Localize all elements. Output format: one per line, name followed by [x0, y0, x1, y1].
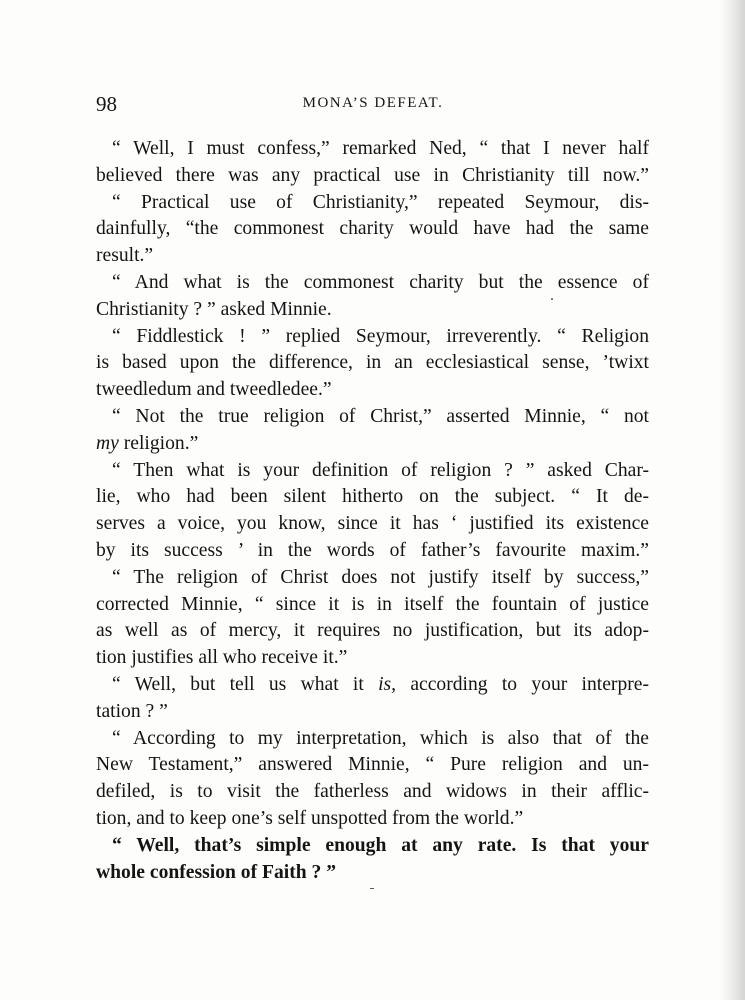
- text-line: tion justifies all who receive it.”: [96, 647, 348, 669]
- text-line: tation ? ”: [96, 700, 168, 722]
- text-line: [96, 431, 649, 458]
- text-line: “ The religion of Christ does not justify itself by success,”: [112, 566, 649, 588]
- text-line: Christianity ? ” asked Minnie.: [96, 298, 332, 320]
- text-line: “ Practical use of Christianity,” repeated Seymour, dis-: [112, 191, 649, 213]
- text-line: “ Then what is your definition of religion ? ” asked Char-: [112, 459, 649, 481]
- text-line: lie, who had been silent hitherto on the subject. “ It de-: [96, 486, 649, 508]
- text-line: “ Well, I must confess,” remarked Ned, “ that I never half: [112, 138, 649, 159]
- italic-word: is,: [378, 673, 397, 695]
- ink-speck: [370, 888, 374, 889]
- text-line: defiled, is to visit the fatherless and widows in their afflic-: [96, 781, 649, 803]
- text-line: dainfully, “the commonest charity would have had the same: [96, 218, 649, 240]
- text-line: New Testament,” answered Minnie, “ Pure religion and un-: [96, 754, 649, 776]
- text-line: “ According to my interpretation, which is also that of the: [112, 727, 649, 749]
- text-line: corrected Minnie, “ since it is in itself the fountain of justice: [96, 593, 649, 615]
- text-line: “ And what is the commonest charity but the essence of: [112, 271, 649, 293]
- text-line: “ Not the true religion of Christ,” asserted Minnie, “ not: [112, 405, 649, 427]
- text-line: “ Well, that’s simple enough at any rate. Is that your: [112, 834, 649, 856]
- text-run: religion.”: [118, 432, 199, 454]
- body-text: [96, 136, 649, 886]
- page-edge-shadow: [719, 0, 745, 1000]
- text-line: by its success ’ in the words of father’s favourite maxim.”: [96, 539, 649, 561]
- text-line: serves a voice, you know, since it has ‘ justified its existence: [96, 513, 649, 535]
- running-title: MONA’S DEFEAT.: [302, 95, 444, 111]
- text-line: whole confession of Faith ? ”: [96, 861, 337, 883]
- text-line: believed there was any practical use in Christianity till now.”: [96, 164, 649, 186]
- text-line: [96, 672, 649, 699]
- italic-word: my: [96, 432, 119, 454]
- text-line: result.”: [96, 245, 154, 267]
- text-line: is based upon the difference, in an ecclesiastical sense, ’twixt: [96, 352, 649, 374]
- text-run: “ Well, but tell us what it: [112, 673, 379, 695]
- ink-speck: [551, 298, 553, 300]
- text-run: according to your interpre-: [396, 673, 649, 695]
- text-line: tweedledum and tweedledee.”: [96, 379, 332, 401]
- page-header: [96, 92, 650, 118]
- text-line: as well as of mercy, it requires no justification, but its adop-: [96, 620, 649, 642]
- text-line: “ Fiddlestick ! ” replied Seymour, irreverently. “ Religion: [112, 325, 649, 347]
- page-number: 98: [96, 92, 117, 116]
- text-line: tion, and to keep one’s self unspotted from the world.”: [96, 807, 524, 829]
